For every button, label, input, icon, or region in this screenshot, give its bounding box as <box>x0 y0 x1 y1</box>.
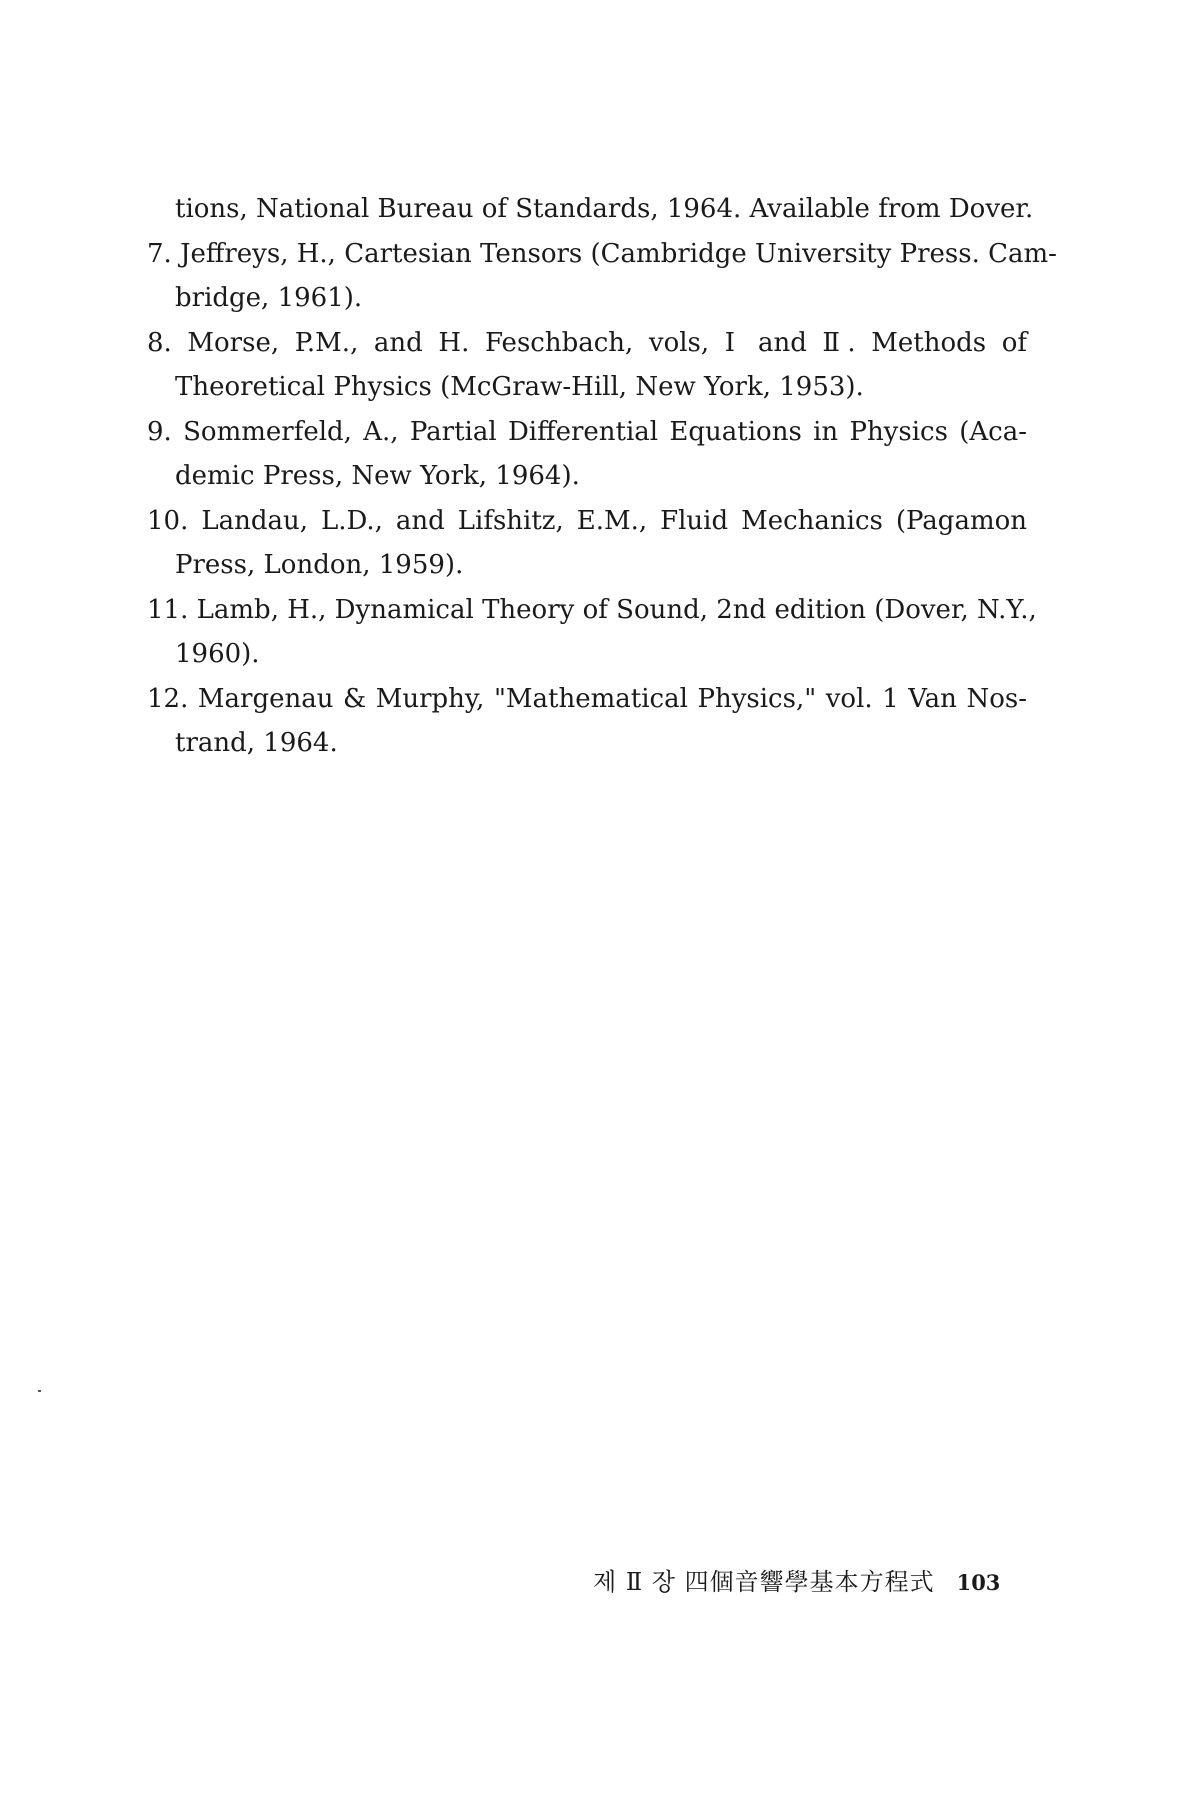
reference-text-cont: Press, London, 1959). <box>175 550 464 580</box>
reference-item-12 <box>147 677 1027 766</box>
chapter-title: 제 Ⅱ 장 四個音響學基本方程式 <box>593 1568 935 1596</box>
reference-text: Lamb, H., Dynamical Theory of Sound, 2nd edition (Dover, N.Y., <box>196 594 1037 625</box>
reference-text-cont: bridge, 1961). <box>175 283 363 313</box>
reference-number: 12. <box>147 683 189 714</box>
reference-text-cont: trand, 1964. <box>175 728 338 758</box>
scan-speck <box>38 1390 41 1392</box>
reference-item-10 <box>147 499 1027 588</box>
reference-continuation: tions, National Bureau of Standards, 1964. Available from Dover. <box>175 194 1034 224</box>
running-footer <box>593 1562 1000 1597</box>
reference-item-9 <box>147 410 1027 499</box>
reference-text-cont: 1960). <box>175 639 260 669</box>
reference-text: Landau, L.D., and Lifshitz, E.M., Fluid Mechanics (Pagamon <box>201 505 1028 536</box>
reference-item-7 <box>147 232 1057 321</box>
reference-text-cont: Theoretical Physics (McGraw-Hill, New York, 1953). <box>175 372 864 402</box>
reference-text: Sommerfeld, A., Partial Differential Equations in Physics (Aca- <box>183 416 1027 447</box>
reference-number: 9. <box>147 416 172 447</box>
reference-number: 11. <box>147 594 189 625</box>
page-number: 103 <box>956 1570 1001 1595</box>
reference-list <box>147 187 1057 766</box>
reference-text-cont: demic Press, New York, 1964). <box>175 461 580 491</box>
reference-item-11 <box>147 588 1037 677</box>
reference-text: Margenau & Murphy, "Mathematical Physics," vol. 1 Van Nos- <box>197 683 1028 714</box>
reference-number: 10. <box>147 505 189 536</box>
reference-number: 8. <box>147 327 172 358</box>
reference-text: Jeffreys, H., Cartesian Tensors (Cambridge University Press. Cam- <box>180 238 1057 269</box>
reference-text: Morse, P.M., and H. Feschbach, vols, Ⅰ and Ⅱ. Methods of <box>187 327 1027 358</box>
reference-item-8 <box>147 321 1027 410</box>
reference-number: 7. <box>147 238 172 269</box>
